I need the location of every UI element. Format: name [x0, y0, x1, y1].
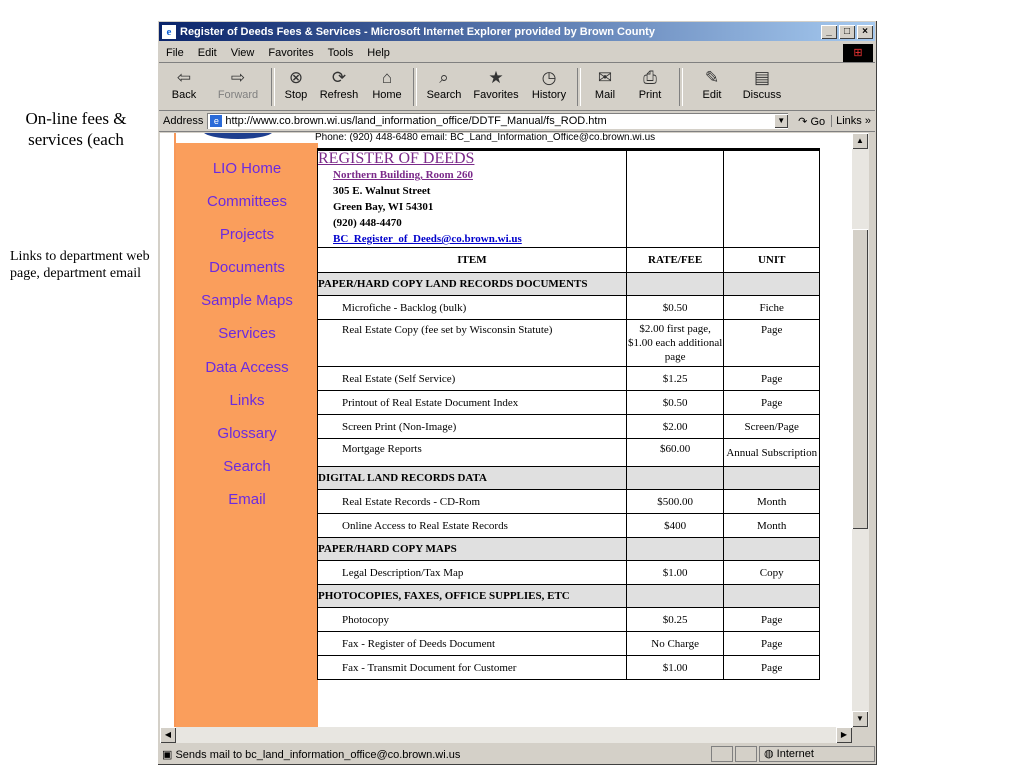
horizontal-scrollbar[interactable] [160, 727, 852, 743]
vertical-scrollbar[interactable] [852, 133, 869, 727]
item-cell: Real Estate (Self Service) [318, 367, 627, 391]
rate-cell: $2.00 first page, $1.00 each additional page [626, 320, 724, 367]
ie-logo-icon: e [162, 25, 176, 39]
mail-label: Mail [594, 89, 616, 101]
toolbar-separator [679, 68, 683, 106]
page-content [160, 133, 852, 727]
caption-online-fees: On-line fees & services (each [25, 109, 127, 149]
back-button[interactable] [159, 64, 209, 108]
stop-label: Stop [284, 89, 308, 101]
refresh-button[interactable] [313, 64, 365, 108]
back-arrow-icon: ⇦ [176, 68, 192, 87]
print-label: Print [638, 89, 662, 101]
item-cell: Online Access to Real Estate Records [318, 514, 627, 538]
scroll-left-icon[interactable]: ◀ [160, 727, 176, 743]
building-link[interactable]: Northern Building, Room 260 [333, 169, 473, 181]
dept-street: 305 E. Walnut Street [333, 185, 431, 197]
maximize-button[interactable]: □ [839, 25, 855, 39]
unit-cell: Screen/Page [724, 415, 820, 439]
status-message [159, 748, 709, 761]
links-label: Links [836, 115, 862, 127]
favorites-button[interactable] [467, 64, 525, 108]
back-label: Back [171, 89, 197, 101]
discuss-icon: ▤ [753, 68, 771, 87]
zone-label: Internet [776, 748, 814, 760]
go-label: Go [810, 115, 826, 128]
item-cell: Legal Description/Tax Map [318, 561, 627, 585]
globe-icon: ◍ [764, 748, 774, 760]
item-cell: Printout of Real Estate Document Index [318, 391, 627, 415]
nav-glossary[interactable]: Glossary [217, 425, 277, 442]
menu-tools[interactable]: Tools [327, 46, 354, 59]
dept-phone: (920) 448-4470 [333, 217, 402, 229]
col-header-item: ITEM [318, 248, 627, 273]
rate-cell: $1.00 [626, 561, 724, 585]
scroll-down-icon[interactable]: ▼ [852, 711, 868, 727]
page-icon: e [210, 115, 222, 127]
rate-cell: $400 [626, 514, 724, 538]
item-cell: Fax - Register of Deeds Document [318, 632, 627, 656]
scroll-thumb[interactable] [852, 229, 868, 529]
table-row [318, 296, 820, 320]
stop-icon: ⊗ [288, 68, 304, 87]
status-bar [159, 745, 875, 763]
edit-button[interactable] [687, 64, 737, 108]
table-row [318, 391, 820, 415]
unit-cell: Copy [724, 561, 820, 585]
contact-line: Phone: (920) 448-6480 email: BC_Land_Information_Office@co.brown.wi.us [315, 133, 656, 142]
forward-label: Forward [217, 89, 259, 101]
browser-window [157, 20, 877, 765]
edit-icon: ✎ [704, 68, 720, 87]
unit-cell: Month [724, 514, 820, 538]
stop-button[interactable] [279, 64, 313, 108]
section-title: PAPER/HARD COPY LAND RECORDS DOCUMENTS [318, 273, 627, 296]
section-header [318, 467, 820, 490]
nav-documents[interactable]: Documents [209, 259, 285, 276]
fees-table [317, 148, 820, 680]
rate-cell: $1.00 [626, 656, 724, 680]
table-row [318, 439, 820, 467]
item-cell: Photocopy [318, 608, 627, 632]
forward-arrow-icon: ⇨ [230, 68, 246, 87]
rate-cell: $0.25 [626, 608, 724, 632]
section-title: DIGITAL LAND RECORDS DATA [318, 467, 627, 490]
address-label: Address [163, 115, 204, 127]
section-header [318, 273, 820, 296]
forward-button[interactable] [209, 64, 267, 108]
status-box [735, 746, 757, 762]
table-row [318, 514, 820, 538]
unit-cell: Page [724, 367, 820, 391]
menu-bar [159, 43, 875, 63]
go-arrow-icon: ↷ [798, 115, 808, 128]
windows-logo-icon: ⊞ [843, 44, 873, 62]
menu-favorites[interactable]: Favorites [268, 46, 314, 59]
dept-city: Green Bay, WI 54301 [333, 201, 434, 213]
rate-cell: $60.00 [626, 439, 724, 467]
nav-search[interactable]: Search [223, 458, 271, 475]
sidebar-nav [176, 143, 318, 727]
item-cell: Real Estate Copy (fee set by Wisconsin Statute) [318, 320, 627, 367]
status-text: Sends mail to bc_land_information_office@co.brown.wi.us [175, 748, 461, 761]
rate-cell: $2.00 [626, 415, 724, 439]
search-label: Search [426, 89, 462, 101]
table-row [318, 656, 820, 680]
nav-sample-maps[interactable]: Sample Maps [201, 292, 293, 309]
item-cell: Real Estate Records - CD-Rom [318, 490, 627, 514]
search-button[interactable] [421, 64, 467, 108]
rate-cell: $1.25 [626, 367, 724, 391]
section-title: PAPER/HARD COPY MAPS [318, 538, 627, 561]
menu-edit[interactable]: Edit [197, 46, 217, 59]
table-row [318, 632, 820, 656]
section-header [318, 538, 820, 561]
close-button[interactable]: × [857, 25, 873, 39]
edit-label: Edit [702, 89, 722, 101]
go-button[interactable] [798, 115, 825, 128]
page-status-icon: ▣ [162, 748, 173, 761]
rate-cell: $500.00 [626, 490, 724, 514]
home-icon: ⌂ [381, 68, 393, 87]
col-header-rate: RATE/FEE [626, 248, 724, 273]
standard-toolbar [159, 64, 875, 111]
mail-button[interactable] [585, 64, 625, 108]
col-header-unit: UNIT [724, 248, 820, 273]
discuss-label: Discuss [742, 89, 782, 101]
toolbar-separator [413, 68, 417, 106]
item-cell: Mortgage Reports [318, 439, 627, 467]
dept-email-link[interactable]: BC_Register_of_Deeds@co.brown.wi.us [333, 233, 522, 245]
nav-services[interactable]: Services [218, 325, 276, 342]
unit-cell: Annual Subscription [724, 439, 820, 467]
item-cell: Screen Print (Non-Image) [318, 415, 627, 439]
address-bar [159, 111, 875, 132]
table-row [318, 490, 820, 514]
address-input[interactable] [207, 113, 788, 129]
history-label: History [531, 89, 567, 101]
unit-cell: Page [724, 608, 820, 632]
favorites-icon: ★ [488, 68, 504, 87]
links-button[interactable]: Links » [831, 115, 871, 127]
nav-email[interactable]: Email [228, 491, 266, 508]
favorites-label: Favorites [473, 89, 519, 101]
unit-cell: Page [724, 391, 820, 415]
dept-name-link[interactable]: REGISTER OF DEEDS [318, 150, 475, 167]
history-button[interactable] [525, 64, 573, 108]
minimize-button[interactable]: _ [821, 25, 837, 39]
nav-projects[interactable]: Projects [219, 226, 275, 243]
rate-cell: No Charge [626, 632, 724, 656]
scroll-up-icon[interactable]: ▲ [852, 133, 868, 149]
item-cell: Microfiche - Backlog (bulk) [318, 296, 627, 320]
home-label: Home [372, 89, 402, 101]
rate-cell: $0.50 [626, 296, 724, 320]
menu-view[interactable]: View [230, 46, 255, 59]
table-row [318, 367, 820, 391]
scroll-right-icon[interactable]: ▶ [836, 727, 852, 743]
table-row [318, 415, 820, 439]
table-row [318, 320, 820, 367]
toolbar-separator [271, 68, 275, 106]
print-button[interactable] [625, 64, 675, 108]
rate-cell: $0.50 [626, 391, 724, 415]
status-box [711, 746, 733, 762]
nav-lio-home[interactable]: LIO Home [212, 160, 282, 177]
unit-cell: Page [724, 632, 820, 656]
table-row [318, 608, 820, 632]
unit-cell: Fiche [724, 296, 820, 320]
unit-cell: Page [724, 320, 820, 367]
menu-help[interactable]: Help [367, 46, 390, 59]
dept-info [318, 150, 627, 248]
address-dropdown-button[interactable]: ▼ [774, 114, 788, 128]
refresh-label: Refresh [319, 89, 359, 101]
unit-cell: Month [724, 490, 820, 514]
window-title: Register of Deeds Fees & Services - Microsoft Internet Explorer provided by Brown County [180, 25, 655, 38]
search-icon: ⌕ [439, 68, 449, 87]
history-icon: ◷ [541, 68, 557, 87]
table-row [318, 561, 820, 585]
menu-file[interactable]: File [166, 46, 184, 59]
section-title: PHOTOCOPIES, FAXES, OFFICE SUPPLIES, ETC [318, 585, 627, 608]
item-cell: Fax - Transmit Document for Customer [318, 656, 627, 680]
home-button[interactable] [365, 64, 409, 108]
nav-data-access[interactable]: Data Access [205, 359, 289, 376]
caption-links: Links to department web page, department email [10, 249, 150, 281]
nav-committees[interactable]: Committees [206, 193, 288, 210]
toolbar-separator [577, 68, 581, 106]
refresh-icon: ⟳ [331, 68, 347, 87]
discuss-button[interactable] [737, 64, 787, 108]
unit-cell: Page [724, 656, 820, 680]
address-url: http://www.co.brown.wi.us/land_information_office/DDTF_Manual/fs_ROD.htm [225, 115, 607, 127]
print-icon: ⎙ [643, 68, 657, 87]
nav-links[interactable]: Links [229, 392, 265, 409]
title-bar [159, 22, 875, 41]
security-zone [759, 746, 875, 762]
mail-icon: ✉ [597, 68, 613, 87]
section-header [318, 585, 820, 608]
